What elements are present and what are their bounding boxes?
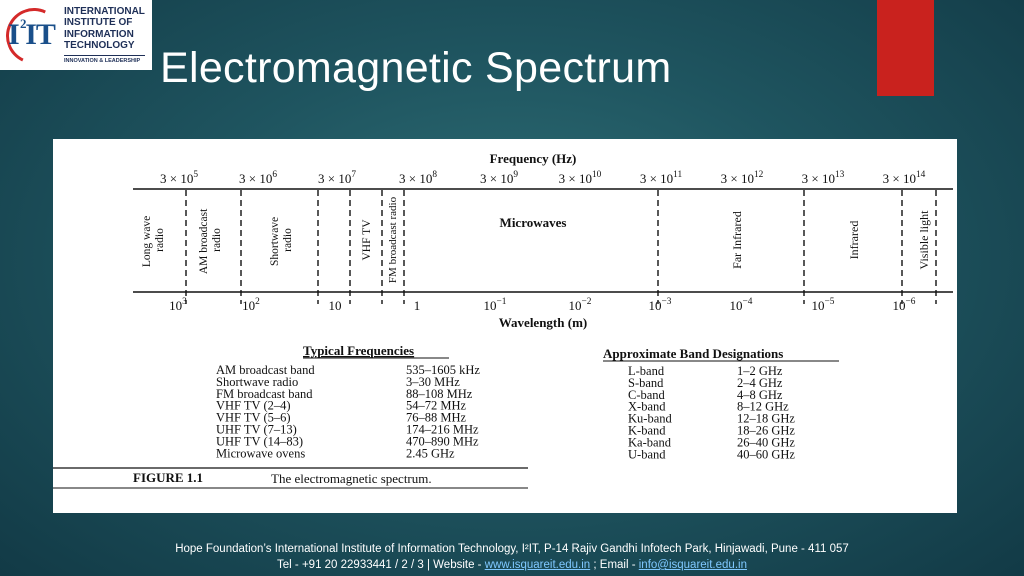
typical-frequency-name: AM broadcast band [216, 363, 315, 377]
band-label-visible-light: Visible light [917, 210, 931, 270]
logo-mark-sup: 2 [20, 16, 27, 31]
band-label-microwaves: Microwaves [499, 215, 567, 230]
typical-frequency-value: 535–1605 kHz [406, 363, 480, 377]
red-accent-tab [877, 0, 934, 96]
band-designation-value: 4–8 GHz [737, 387, 783, 402]
band-designations-table [628, 364, 795, 461]
footer-email-link[interactable]: info@isquareit.edu.in [638, 559, 747, 571]
footer-address: Hope Foundation’s International Institute of Information Technology, I²IT, P-14 Rajiv Gandhi Infotech Park, Hinjawadi, Pune - 411 057 [175, 543, 849, 555]
band-designation-name: Ku-band [628, 411, 672, 426]
logo-line: INFORMATION [64, 28, 134, 40]
band-designation-name: U-band [628, 447, 666, 462]
typical-frequency-value: 3–30 MHz [406, 374, 460, 389]
slide-title: Electromagnetic Spectrum [160, 44, 672, 92]
band-designation-value: 40–60 GHz [737, 447, 795, 462]
band-label-long-wave: Long wave radio [141, 215, 166, 268]
band-label-far-infrared: Far Infrared [730, 211, 744, 269]
footer-website-link[interactable]: www.isquareit.edu.in [484, 559, 591, 571]
frequency-tick-label: $3 \times 10^7$ [317, 170, 357, 186]
typical-frequency-name: Microwave ovens [216, 446, 306, 461]
frequency-tick-label: $3 \times 10^{11}$ [639, 170, 683, 186]
typical-frequencies-table [216, 363, 480, 460]
band-designation-name: C-band [628, 387, 665, 402]
wavelength-tick-label: $10^{-5}$ [811, 297, 835, 313]
frequency-tick-label: $3 \times 10^8$ [398, 170, 438, 186]
frequency-tick-label: $3 \times 10^{13}$ [801, 170, 845, 186]
wavelength-tick-label: $10^{-1}$ [483, 297, 507, 313]
band-label-fm-broadcast: FM broadcast radio [387, 196, 399, 284]
band-designation-value: 2–4 GHz [737, 375, 783, 390]
logo-mark-letter: I IT [8, 18, 55, 51]
band-designation-name: L-band [628, 364, 665, 378]
footer-email-label: ; Email - [590, 559, 639, 571]
typical-frequency-value: 88–108 MHz [406, 386, 473, 401]
wavelength-tick-label: $10^{-2}$ [568, 297, 592, 313]
typical-frequency-name: VHF TV (2–4) [216, 398, 291, 413]
band-label-infrared: Infrared [847, 220, 861, 260]
typical-frequency-value: 470–890 MHz [406, 434, 479, 449]
footer-contact [0, 557, 1024, 573]
figure-caption-text: The electromagnetic spectrum. [271, 471, 432, 486]
band-designation-name: S-band [628, 375, 664, 390]
frequency-tick-label: $3 \times 10^9$ [479, 170, 519, 186]
band-designation-value: 8–12 GHz [737, 399, 789, 414]
typical-frequency-value: 174–216 MHz [406, 422, 479, 437]
wavelength-tick-labels [169, 297, 916, 313]
typical-frequency-name: Shortwave radio [216, 374, 299, 389]
wavelength-tick-label: $10^{-4}$ [729, 297, 753, 313]
band-designation-name: X-band [628, 399, 666, 414]
wavelength-axis-label: Wavelength (m) [498, 315, 588, 330]
frequency-tick-label: $3 \times 10^6$ [238, 170, 278, 186]
logo-mark [4, 4, 60, 66]
typical-frequency-value: 76–88 MHz [406, 410, 467, 425]
band-label-vhf-tv: VHF TV [361, 219, 373, 261]
band-designation-name: K-band [628, 423, 666, 438]
frequency-tick-label: $3 \times 10^{12}$ [720, 170, 764, 186]
band-designation-name: Ka-band [628, 435, 672, 450]
typical-frequency-name: FM broadcast band [216, 386, 313, 401]
logo-line: INSTITUTE OF [64, 17, 133, 28]
spectrum-figure [53, 139, 957, 513]
figure-caption-label: FIGURE 1.1 [133, 470, 204, 485]
band-designation-value: 1–2 GHz [737, 364, 783, 378]
typical-frequency-name: VHF TV (5–6) [216, 410, 291, 425]
footer [0, 541, 1024, 573]
institute-logo [0, 0, 152, 70]
frequency-tick-label: $3 \times 10^{10}$ [558, 170, 602, 186]
typical-frequency-name: UHF TV (14–83) [216, 434, 304, 449]
typical-frequency-value: 2.45 GHz [406, 446, 455, 461]
footer-tel: Tel - +91 20 22933441 / 2 / 3 | Website - [277, 559, 485, 571]
wavelength-tick-label: $10^2$ [242, 297, 260, 313]
frequency-axis-label: Frequency (Hz) [489, 151, 577, 166]
band-label-shortwave: Shortwave radio [269, 216, 294, 267]
logo-tagline: INNOVATION & LEADERSHIP [64, 55, 145, 65]
logo-line: INTERNATIONAL [64, 5, 145, 17]
wavelength-tick-label: 10 [328, 298, 342, 313]
wavelength-tick-label: $10^{-6}$ [892, 297, 916, 313]
band-designations-heading: Approximate Band Designations [603, 346, 784, 361]
band-designation-value: 18–26 GHz [737, 423, 795, 438]
wavelength-tick-label: $10^3$ [169, 297, 187, 313]
frequency-tick-label: $3 \times 10^{14}$ [882, 170, 926, 186]
wavelength-tick-label: $10^{-3}$ [648, 297, 672, 313]
frequency-tick-label: $3 \times 10^5$ [159, 170, 199, 186]
band-designation-value: 26–40 GHz [737, 435, 795, 450]
typical-frequency-name: UHF TV (7–13) [216, 422, 297, 437]
band-dividers [186, 190, 936, 304]
band-designation-value: 12–18 GHz [737, 411, 795, 426]
logo-text [64, 6, 145, 65]
typical-frequency-value: 54–72 MHz [406, 398, 467, 413]
frequency-tick-labels [160, 170, 926, 186]
band-label-am-broadcast: AM broadcast radio [198, 208, 223, 275]
wavelength-tick-label: 1 [413, 298, 421, 313]
logo-line: TECHNOLOGY [64, 40, 135, 51]
spectrum-svg [53, 139, 957, 513]
typical-frequencies-heading: Typical Frequencies [303, 343, 415, 358]
